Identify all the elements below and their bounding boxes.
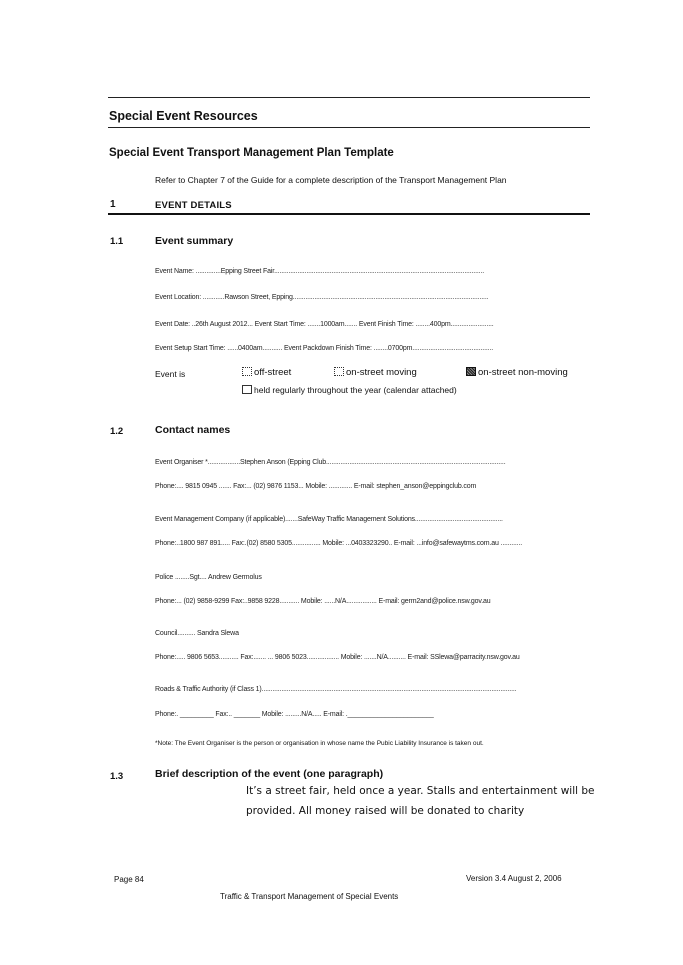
subsection-1-2-title: Contact names — [155, 424, 231, 436]
top-rule — [108, 97, 590, 98]
organiser-note: *Note: The Event Organiser is the person or organisation in whose name the Pubic Liability Insurance is taken out. — [155, 740, 484, 747]
organiser-phone-field: Phone:.... 9815 0945 ....... Fax:... (02) 9876 1153... Mobile: ............. E-mail: stephen_anson@eppingclub.com — [155, 483, 477, 490]
held-regularly-option[interactable] — [242, 385, 457, 395]
version-text: Version 3.4 August 2, 2006 — [466, 874, 562, 883]
mgmt-company-field: Event Management Company (if applicable).......SafeWay Traffic Management Solutions................................................. — [155, 516, 503, 523]
on-street-non-moving-option[interactable] — [466, 367, 568, 378]
event-name-field: Event Name: ..............Epping Street Fair..................................................................................................................... — [155, 268, 485, 275]
event-location-field: Event Location: ............Rawson Street, Epping............................................................................................................. — [155, 294, 489, 301]
mgmt-phone-field: Phone:..1800 987 891..... Fax:.(02) 8580 5305................ Mobile: ...0403323290.. E-mail: ...info@safewaytms.com.au ............ — [155, 540, 523, 547]
held-regularly-label: held regularly throughout the year (calendar attached) — [254, 385, 457, 395]
subsection-1-3-number: 1.3 — [110, 771, 124, 782]
section-1-number: 1 — [110, 199, 116, 210]
off-street-checkbox[interactable] — [242, 367, 252, 376]
template-title: Special Event Transport Management Plan Template — [109, 147, 394, 159]
off-street-label: off-street — [254, 367, 292, 378]
event-date-field: Event Date: ..26th August 2012... Event Start Time: .......1000am....... Event Finish Time: ........400pm........................ — [155, 321, 494, 328]
subsection-1-1-title: Event summary — [155, 235, 234, 247]
off-street-option[interactable] — [242, 367, 291, 378]
police-phone-field: Phone:... (02) 9858-9299 Fax:..9858 9228........... Mobile: ......N/A................. E-mail: germ2and@police.nsw.gov.au — [155, 598, 491, 605]
intro-text: Refer to Chapter 7 of the Guide for a complete description of the Transport Management Plan — [155, 175, 507, 185]
organiser-field: Event Organiser *..................Stephen Anson (Epping Club.................................................................................................... — [155, 459, 506, 466]
section-1-title: EVENT DETAILS — [155, 200, 232, 211]
council-phone-field: Phone:..... 9806 5653........... Fax:....... ... 9806 5023.................. Mobile: .......N/A.......... E-mail: SSlewa@parracity.nsw.gov.au — [155, 654, 520, 661]
section-title-rule — [108, 127, 590, 128]
on-street-moving-option[interactable] — [334, 367, 417, 378]
description-line-2: provided. All money raised will be donated to charity — [246, 805, 525, 817]
event-is-label: Event is — [155, 369, 186, 379]
description-line-1: It’s a street fair, held once a year. Stalls and entertainment will be — [246, 785, 595, 797]
on-street-moving-checkbox[interactable] — [334, 367, 344, 376]
police-field: Police ........Sgt.... Andrew Germolus — [155, 574, 262, 581]
on-street-non-moving-checkbox[interactable] — [466, 367, 476, 376]
subsection-1-2-number: 1.2 — [110, 426, 124, 437]
on-street-moving-label: on-street moving — [346, 367, 417, 378]
on-street-non-moving-label: on-street non-moving — [478, 367, 568, 378]
council-field: Council.......... Sandra Slewa — [155, 630, 239, 637]
rta-field: Roads & Traffic Authority (if Class 1).............................................................................................................................................. — [155, 686, 517, 693]
rta-phone-field: Phone:. _________ Fax:.. _______ Mobile: .........N/A..... E-mail: ._______________________ — [155, 711, 434, 718]
subsection-1-3-title: Brief description of the event (one paragraph) — [155, 768, 384, 780]
document-title-footer: Traffic & Transport Management of Special Events — [220, 892, 399, 901]
held-regularly-checkbox[interactable] — [242, 385, 252, 394]
section-1-rule — [108, 213, 590, 215]
subsection-1-1-number: 1.1 — [110, 236, 124, 247]
event-setup-field: Event Setup Start Time: ......0400am........... Event Packdown Finish Time: ........0700pm............................................. — [155, 345, 494, 352]
page-number: Page 84 — [114, 875, 144, 884]
section-title: Special Event Resources — [109, 109, 258, 123]
